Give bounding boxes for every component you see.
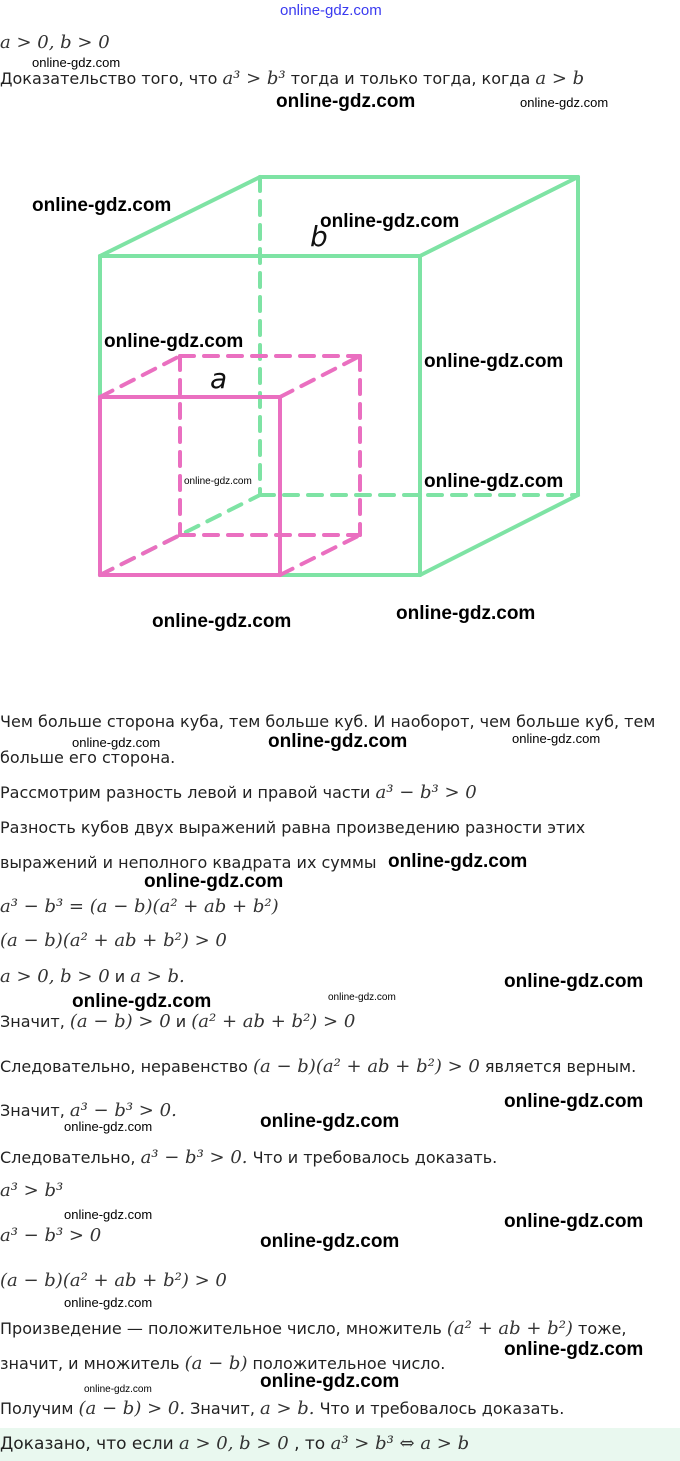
watermark: online-gdz.com — [260, 1371, 400, 1392]
watermark: online-gdz.com — [64, 1295, 153, 1310]
watermark: online-gdz.com — [72, 735, 161, 750]
eq3-math-1: a > 0, b > 0 — [0, 966, 110, 987]
so-1 — [0, 1011, 355, 1032]
watermark: online-gdz.com — [512, 731, 601, 746]
prod2-prefix: значит, и множитель — [0, 1354, 185, 1373]
prod-suffix: тоже, — [572, 1319, 627, 1338]
consequently-1 — [0, 1056, 636, 1077]
watermark: online-gdz.com — [268, 731, 408, 752]
watermark: online-gdz.com — [152, 611, 292, 632]
paragraph-3: Разность кубов двух выражений равна произведению разности этих — [0, 818, 586, 837]
eq3-and: и — [109, 967, 131, 986]
given-condition: a > 0, b > 0 — [0, 32, 110, 53]
consequently-2 — [0, 1147, 497, 1168]
statement-math-1: a³ > b³ — [222, 68, 286, 89]
statement-prefix: Доказательство того, что — [0, 69, 223, 88]
converse-2: a³ − b³ > 0 — [0, 1225, 102, 1246]
small-cube — [100, 356, 360, 575]
get-line — [0, 1398, 564, 1419]
watermark: online-gdz.com — [504, 1091, 644, 1112]
converse-1: a³ > b³ — [0, 1180, 64, 1201]
watermark: online-gdz.com — [260, 1231, 400, 1252]
watermark: online-gdz.com — [388, 851, 528, 872]
get-math-1: (a − b) > 0. — [78, 1398, 186, 1419]
cons2-math: a³ − b³ > 0. — [140, 1147, 248, 1168]
cons2-suffix: Что и требовалось доказать. — [247, 1148, 498, 1167]
so1-math-1: (a − b) > 0 — [69, 1011, 171, 1032]
watermark: online-gdz.com — [64, 1119, 153, 1134]
paragraph-2 — [0, 782, 477, 803]
p2-math: a³ − b³ > 0 — [375, 782, 477, 803]
label-b: b — [310, 220, 328, 253]
statement-line — [0, 68, 584, 89]
final-math-2: a³ > b³ ⇔ a > b — [330, 1433, 470, 1454]
watermark: online-gdz.com — [520, 95, 609, 110]
cons2-prefix: Следовательно, — [0, 1148, 141, 1167]
so1-math-2: (a² + ab + b²) > 0 — [191, 1011, 356, 1032]
so2-math: a³ − b³ > 0. — [69, 1100, 177, 1121]
get-suffix: Что и требовалось доказать. — [314, 1399, 565, 1418]
get-math-2: a > b. — [260, 1398, 315, 1419]
equation-3 — [0, 966, 185, 987]
prod2-math: (a − b) — [184, 1353, 248, 1374]
label-a: a — [210, 362, 228, 395]
watermark: online-gdz.com — [504, 1211, 644, 1232]
eq3-math-2: a > b. — [130, 966, 185, 987]
final-math-1: a > 0, b > 0 — [179, 1433, 289, 1454]
p2-text: Рассмотрим разность левой и правой части — [0, 783, 376, 802]
watermark: online-gdz.com — [504, 1339, 644, 1360]
statement-middle: тогда и только тогда, когда — [285, 69, 536, 88]
equation-2: (a − b)(a² + ab + b²) > 0 — [0, 930, 227, 951]
watermark: online-gdz.com — [396, 603, 536, 624]
so1-prefix: Значит, — [0, 1012, 70, 1031]
watermark: online-gdz.com — [328, 992, 396, 1003]
paragraph-3b: выражений и неполного квадрата их суммы — [0, 853, 377, 872]
get-prefix: Получим — [0, 1399, 79, 1418]
paragraph-1: Чем больше сторона куба, тем больше куб. И наоборот, чем больше куб, тем — [0, 712, 656, 731]
cons-prefix: Следовательно, неравенство — [0, 1057, 253, 1076]
watermark: online-gdz.com — [32, 55, 121, 70]
conclusion — [0, 1433, 469, 1454]
watermark: online-gdz.com — [260, 1111, 400, 1132]
cons-math: (a − b)(a² + ab + b²) > 0 — [253, 1056, 480, 1077]
so1-and: и — [170, 1012, 192, 1031]
product-line — [0, 1318, 626, 1339]
watermark: online-gdz.com — [72, 991, 212, 1012]
watermark: online-gdz.com — [64, 1207, 153, 1222]
watermark: online-gdz.com — [424, 351, 564, 372]
statement-math-2: a > b — [535, 68, 585, 89]
watermark: online-gdz.com — [184, 476, 252, 487]
watermark: online-gdz.com — [144, 871, 284, 892]
watermark: online-gdz.com — [504, 971, 644, 992]
big-cube — [100, 177, 578, 575]
prod-math: (a² + ab + b²) — [446, 1318, 573, 1339]
watermark: online-gdz.com — [320, 211, 460, 232]
paragraph-1b: больше его сторона. — [0, 748, 176, 767]
watermark: online-gdz.com — [424, 471, 564, 492]
watermark: online-gdz.com — [104, 331, 244, 352]
so-2 — [0, 1100, 177, 1121]
cons-suffix: является верным. — [479, 1057, 637, 1076]
watermark: online-gdz.com — [32, 195, 172, 216]
watermark: online-gdz.com — [276, 91, 416, 112]
top-watermark: online-gdz.com — [280, 2, 382, 19]
equation-1: a³ − b³ = (a − b)(a² + ab + b²) — [0, 896, 279, 917]
prod-prefix: Произведение — положительное число, множитель — [0, 1319, 447, 1338]
final-mid: , то — [288, 1434, 331, 1454]
so2-prefix: Значит, — [0, 1101, 70, 1120]
watermark: online-gdz.com — [84, 1384, 152, 1395]
final-prefix: Доказано, что если — [0, 1434, 180, 1454]
get-mid: Значит, — [185, 1399, 261, 1418]
prod2-suffix: положительное число. — [247, 1354, 446, 1373]
converse-3: (a − b)(a² + ab + b²) > 0 — [0, 1270, 227, 1291]
